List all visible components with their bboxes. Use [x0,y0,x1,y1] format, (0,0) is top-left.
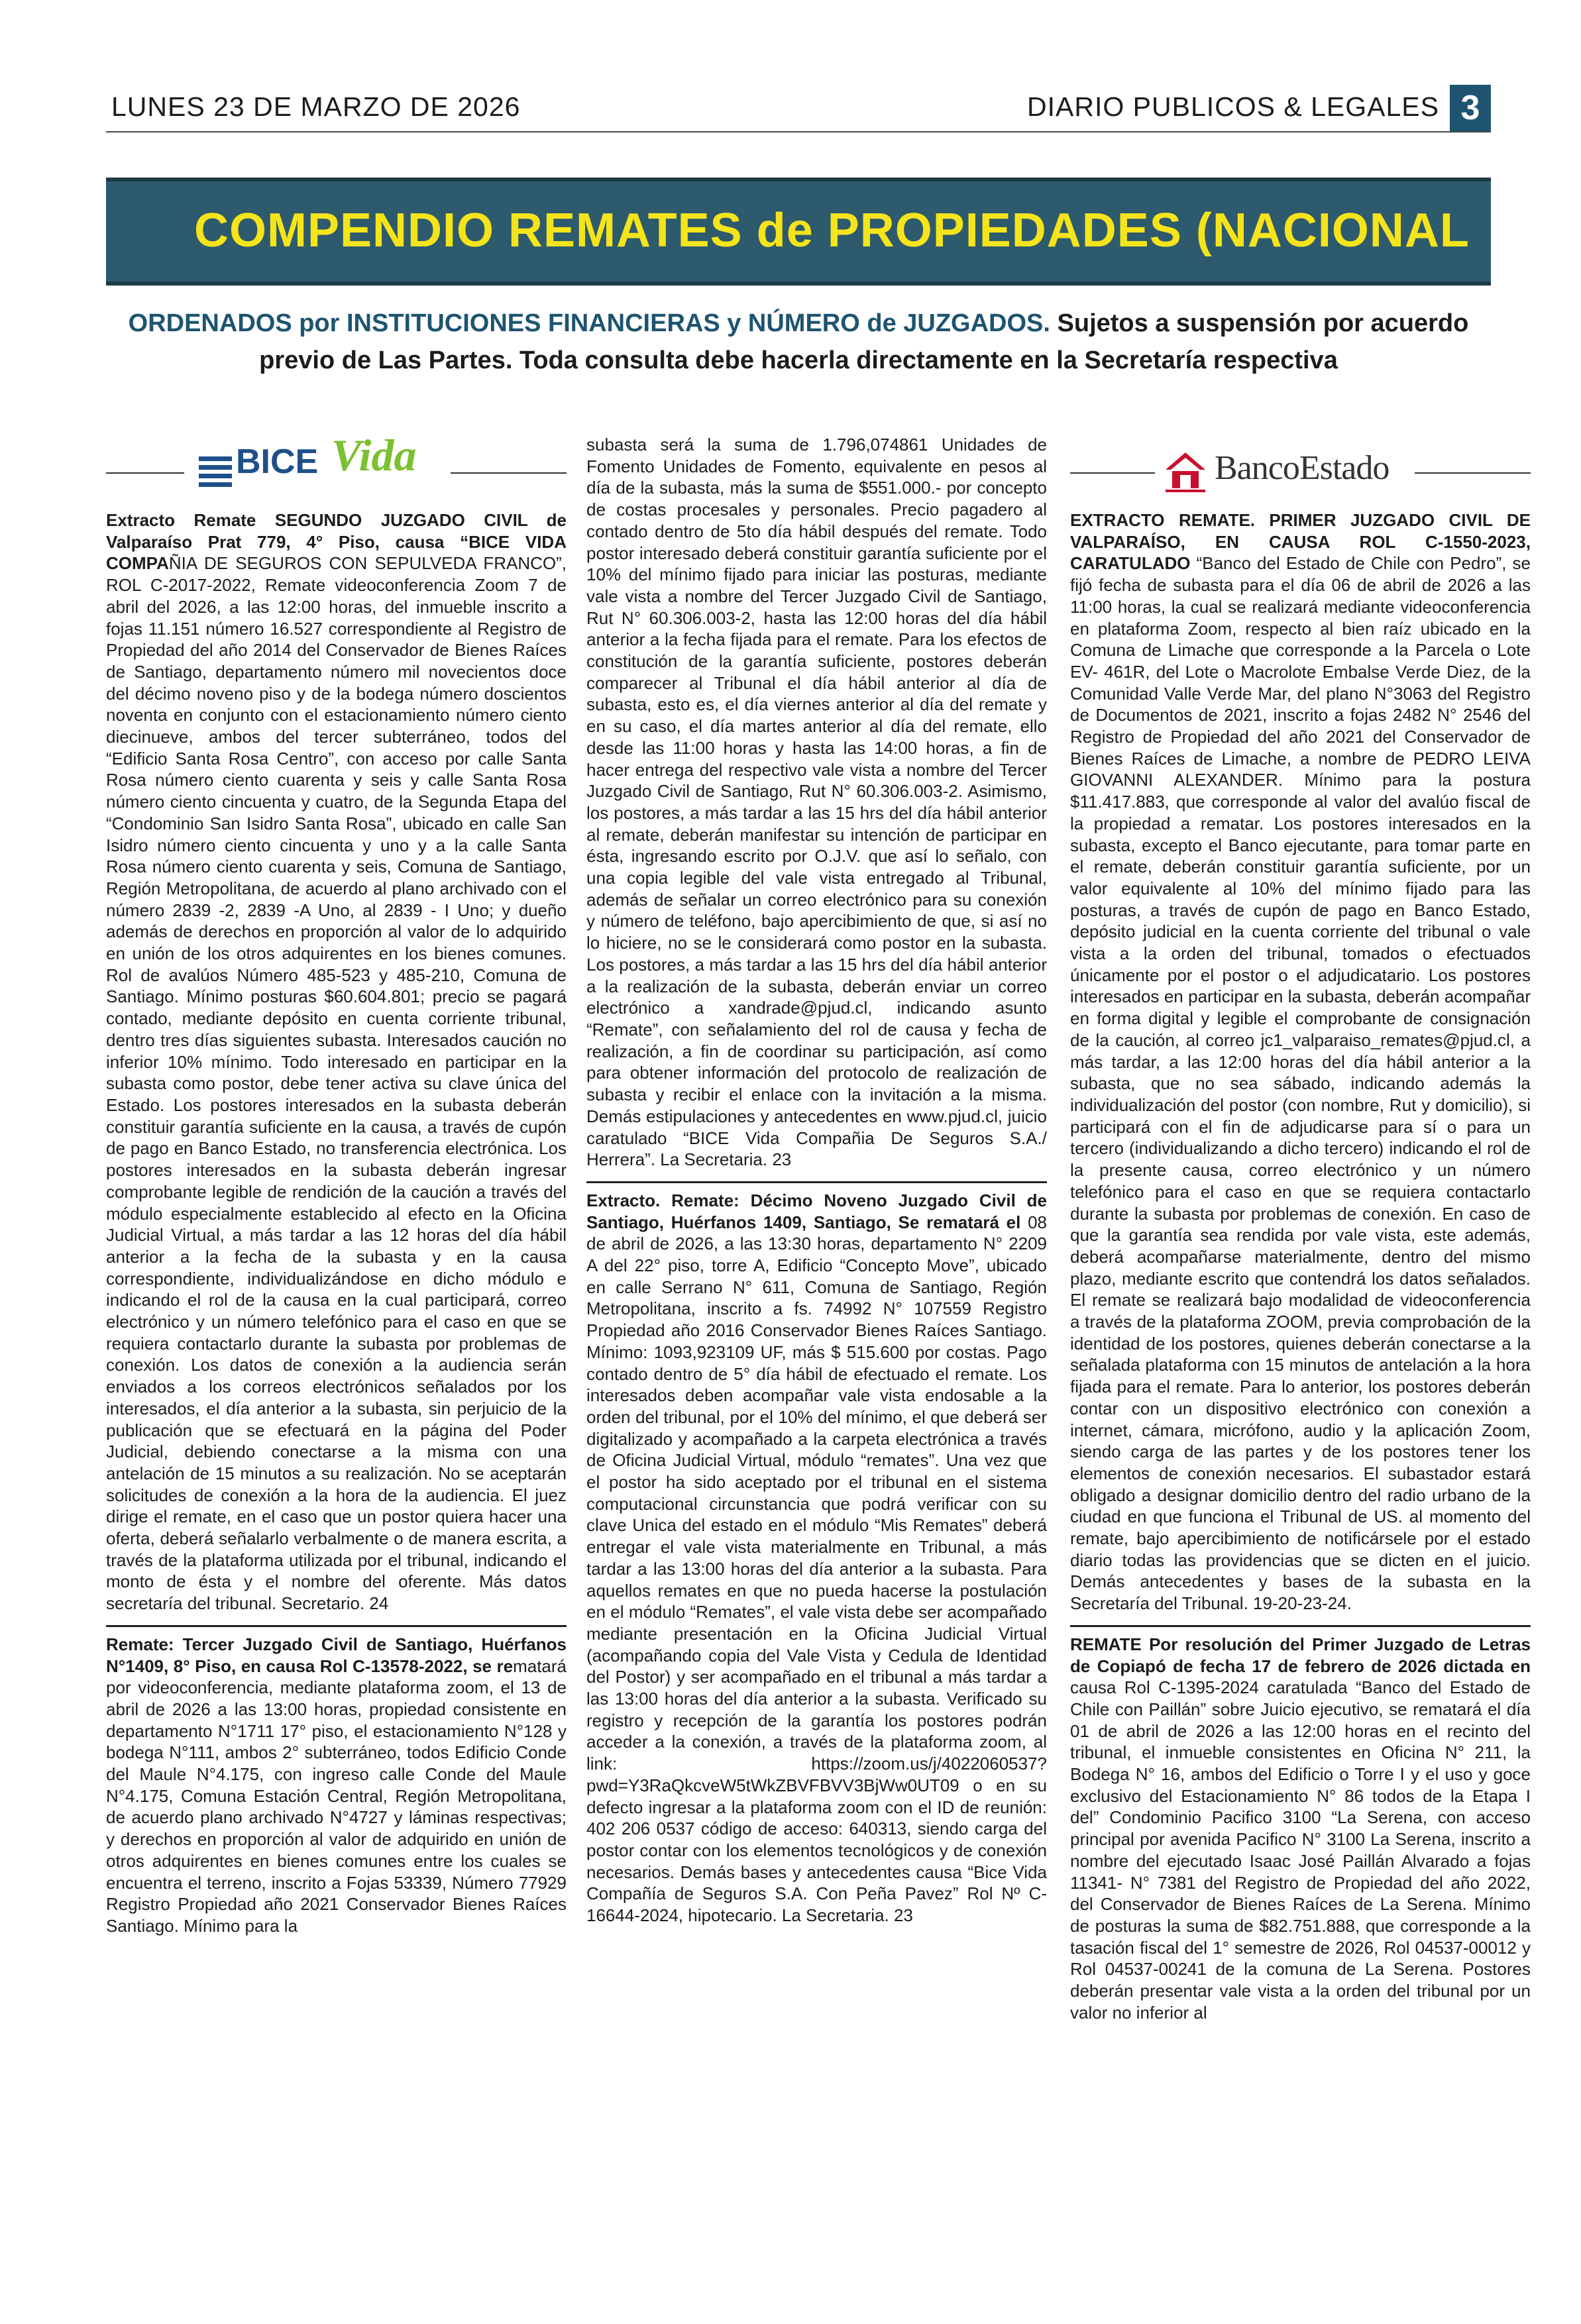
bice-wordmark: BICE [236,443,319,481]
notice-heading: EXTRACTO REMATE. PRIMER JUZGADO CIVIL DE VALPARAÍSO, EN CAUSA ROL C-1550-2023, CARATULADO [1070,510,1531,574]
notice-copiapo [1070,1634,1531,2024]
notice-tercer-juzgado [106,1634,567,1937]
section-banner [106,178,1491,286]
subtitle-lead: ORDENADOS por INSTITUCIONES FINANCIERAS y NÚMERO de JUZGADOS. [128,309,1050,337]
notice-divider [106,1625,567,1627]
subtitle-rest: Sujetos a suspensión por acuerdo previo de Las Partes. Toda consulta debe hacerla directamente en la Secretaría respectiva [259,309,1469,374]
bancoestado-logo [1070,434,1531,498]
notice-divider [586,1181,1047,1183]
issue-date: LUNES 23 DE MARZO DE 2026 [111,91,521,122]
page-header [106,85,1491,132]
notice-decimo-noveno [586,1190,1047,1927]
bancoestado-wordmark: BancoEstado [1215,449,1390,487]
column-2 [586,434,1047,1927]
notice-body: 08 de abril de 2026, a las 13:30 horas, departamento N° 2209 A del 22° piso, torre A, Edificio “Concepto Move”, ubicado en calle Serrano N° 611, Comuna de Santiago, Región Metropolitana, inscrito a fs. 74992 N° 107559 Registro Propiedad año 2016 Conservador Bienes Raíces Santiago. Mínimo: 1093,923109 UF, más $ 515.600 por costas. Pago contado dentro de 5° día hábil de efectuado el remate. Los interesados deben acompañar vale vista endosable a la orden del tribunal, por el 10% del mínimo, el que deberá ser digitalizado y acompañado a la carpeta electrónica a través de Oficina Judicial Virtual, módulo “remates”. Una vez que el postor ha sido aceptado por el tribunal en el sistema computacional circunstancia que podrá verificar con su clave Unica del estado en el módulo “Mis Remates” deberá entregar el vale vista materialmente en Tribunal, a más tardar a las 13:00 horas del día anterior a la subasta. Para aquellos remates en que no pueda hacerse la postulación en el módulo “Remates”, el vale vista debe ser acompañado mediante presentación en la Oficina Judicial Virtual (acompañando copia del Vale Vista y Cedula de Identidad del Postor) y ser acompañado en el tribunal a más tardar a las 13:00 horas del día anterior a la subasta. Verificado su registro y recepción de la garantía los postores podrán acceder a la conexión, a través de la plataforma zoom, al link: https://zoom.us/j/4022060537?pwd=Y3RaQkcveW5tWkZBVFBVV3BjWw0UT09 o en su defecto ingresar a la plataforma zoom con el ID de reunión: 402 206 0537 código de acceso: 640313, siendo carga del postor contar con los elementos tecnológicos y de conexión necesarios. Demás bases y antecedentes causa “Bice Vida Compañía de Seguros S.A. Con Peña Pavez” Rol Nº C-16644-2024, hipotecario. La Secretaria. 23 [586,1212,1047,1926]
section-subtitle [106,305,1491,379]
notice-heading: Remate: Tercer Juzgado Civil de Santiago, Huérfanos N°1409, 8° Piso, en causa Rol C-13578-2022, se re [106,1634,567,1676]
newspaper-name: DIARIO PUBLICOS & LEGALES [1027,91,1439,122]
bice-stripes-icon [199,456,232,487]
notice-body: “Banco del Estado de Chile con Pedro”, se fijó fecha de subasta para el día 06 de abril de 2026 a las 11:00 horas, la cual se realizará mediante videoconferencia en plataforma Zoom, respecto al bien raíz ubicado en la Comuna de Limache que corresponde a la Parcela o Lote EV- 461R, del Lote o Macrolote Embalse Verde Diez, de la Comunidad Valle Verde Mar, del plano N°3063 del Registro de Documentos de 2021, inscrito a fojas 2482 N° 2546 del Registro de Propiedad del año 2021 del Conservador de Bienes Raíces de Limache, a nombre de PEDRO LEIVA GIOVANNI ALEXANDER. Mínimo para la postura $11.417.883, que corresponde al valor del avalúo fiscal de la propiedad a rematar. Los postores interesados en la subasta, excepto el Banco ejecutante, para tomar parte en el remate, deberán constituir garantía suficiente, por un valor equivalente al 10% del mínimo fijado para las posturas, a través de cupón de pago en Banco Estado, depósito judicial en la cuenta corriente del tribunal o vale vista a la orden del tribunal, tomados o efectuados únicamente por el postor o el adjudicatario. Los postores interesados en participar en la subasta, deberán acompañar en forma digital y legible el comprobante de consignación de la caución, al correo jc1_valparaiso_remates@pjud.cl, a más tardar, a las 12:00 horas del día hábil anterior a la subasta, que no sea sábado, indicando además la individualización del postor (con nombre, Rut y domicilio), si participará con el fin de adjudicarse para sí o para un tercero (individualizando a dicho tercero) indicando el rol de la presente causa, correo electrónico y un número telefónico para el caso en que se requiera contactarlo durante la subasta por problemas de conexión. En caso de que la garantía sea rendida por vale vista, este además, deberá acompañarse materialmente, dentro del mismo plazo, mediante escrito que contendrá los datos señalados. El remate se realizará bajo modalidad de videoconferencia a través de la plataforma ZOOM, previa comprobación de la identidad de los postores, quienes deberán conectarse a la señalada plataforma con 15 minutos de antelación a la hora fijada para el remate. Para lo anterior, los postores deberán contar con un dispositivo electrónico con conexión a internet, cámara, micrófono, audio y la aplicación Zoom, siendo carga de las partes y de los postores tener los elementos de conexión necesarios. El subastador estará obligado a designar domicilio dentro del radio urbano de la ciudad en que funciona el Tribunal de US. al momento del remate, bajo apercibimiento de notificársele por el estado diario todas las providencias que se dicten en el juicio. Demás antecedentes y bases de la subasta en la Secretaría del Tribunal. 19-20-23-24. [1070,553,1531,1614]
notice-divider [1070,1625,1531,1627]
bancoestado-house-icon [1163,450,1208,494]
vida-wordmark: Vida [331,430,417,480]
banner-title: COMPENDIO REMATES de PROPIEDADES (NACIONAL [194,204,1470,257]
column-1 [106,430,567,1937]
notice-body: ÑIA DE SEGUROS CON SEPULVEDA FRANCO”, ROL C-2017-2022, Remate videoconferencia Zoom 7 de abril del 2026, a las 12:00 horas, del inmueble inscrito a fojas 11.151 número 16.527 correspondiente al Registro de Propiedad del año 2014 del Conservador de Bienes Raíces de Santiago, departamento número mil novecientos doce del décimo noveno piso y de la bodega número doscientos noventa en conjunto con el estacionamiento número ciento diecinueve, ambos del tercer subterráneo, todos del “Edificio Santa Rosa Centro”, con acceso por calle Santa Rosa número ciento cuarenta y seis y calle Santa Rosa número ciento cincuenta y cuatro, de la Segunda Etapa del “Condominio San Isidro Santa Rosa”, ubicado en calle San Isidro número ciento cincuenta y uno y a la calle Santa Rosa número ciento cuarenta y seis, Comuna de Santiago, Región Metropolitana, de acuerdo al plano archivado con el número 2839 -2, 2839 -A Uno, al 2839 - I Uno; y dueño además de derechos en proporción al valor de lo adquirido en unión de los otros adquirentes en los bienes comunes. Rol de avalúos Número 485-523 y 485-210, Comuna de Santiago. Mínimo posturas $60.604.801; precio se pagará contado, mediante depósito en cuenta corriente tribunal, dentro tres días siguientes subasta. Interesados caución no inferior 10% mínimo. Todo interesado en participar en la subasta como postor, debe tener activa su clave única del Estado. Los postores interesados en la subasta deberán constituir garantía suficiente en la causa, a través de cupón de pago en Banco Estado, no transferencia electrónica. Los postores interesados en la subasta deberán ingresar comprobante legible de rendición de la caución a través del módulo especialmente establecido al efecto en la Oficina Judicial Virtual, a más tardar a las 12 horas del día hábil anterior a la fecha de la subasta y en la causa correspondiente, individualizándose en dicho módulo e indicando el rol de la causa en la cual participará, correo electrónico y un número telefónico para el caso en que se requiera contactarlo durante la subasta por problemas de conexión. Los datos de conexión a la audiencia serán enviados a los correos electrónicos señalados por los interesados, el día anterior a la subasta, sin perjuicio de la publicación que se efectuará en la página del Poder Judicial, debiendo conectarse a la misma con una antelación de 15 minutos a su realización. No se aceptarán solicitudes de conexión a la hora de la audiencia. El juez dirige el remate, en el caso que un postor quiera hacer una oferta, deberá señalarlo verbalmente o de manera escrita, a través de la plataforma utilizada por el tribunal, indicando el monto de ésta y el nombre del oferente. Más datos secretaría del tribunal. Secretario. 24 [106,553,567,1614]
notice-heading: Extracto Remate SEGUNDO JUZGADO CIVIL de Valparaíso Prat 779, 4° Piso, causa “BICE VIDA COMPA [106,510,567,574]
notice-heading: REMATE Por resolución del Primer Juzgado de Letras de Copiapó de fecha 17 de febrero de 2026 dictada en [1070,1634,1531,1676]
notice-bancoestado-valparaiso [1070,509,1531,1614]
notice-body: subasta será la suma de 1.796,074861 Unidades de Fomento Unidades de Fomento, equivalente en pesos al día de la subasta, más la suma de $551.000.- por concepto de costas procesales y personales. Precio pagadero al contado dentro de 5to día hábil después del remate. Todo postor interesado deberá constituir garantía suficiente por el 10% del mínimo fijado para iniciar las posturas, mediante vale vista a nombre del Tercer Juzgado Civil de Santiago, Rut N° 60.306.003-2, hasta las 12:00 horas del día hábil anterior a la fecha fijada para el remate. Para los efectos de constitución de la garantía suficiente, postores deberán comparecer al Tribunal el día hábil anterior al día de subasta, esto es, el día viernes anterior al día del remate y en su caso, el día martes anterior al día del remate, ello desde las 11:00 horas y hasta las 14:00 horas, a fin de hacer entrega del respectivo vale vista a nombre del Tercer Juzgado Civil de Santiago, Rut N° 60.306.003-2. Asimismo, los postores, a más tardar a las 15 hrs del día hábil anterior al remate, deberán manifestar su intención de participar en ésta, ingresando escrito por O.J.V. que así lo señalo, con una copia legible del vale vista entregado al Tribunal, además de señalar un correo electrónico para su conexión y número de teléfono, bajo apercibimiento de que, si así no lo hiciere, no se le considerará como postor en la subasta. Los postores, a más tardar a las 15 hrs del día hábil anterior a la realización de la subasta, deberán enviar un correo electrónico a xandrade@pjud.cl, indicando asunto “Remate”, con señalamiento del rol de causa y fecha de realización, a fin de coordinar su participación, así como para obtener información del protocolo de realización de subasta y recibir el enlace con la invitación a la misma. Demás estipulaciones y antecedentes en www.pjud.cl, juicio caratulado “BICE Vida Compañia De Seguros S.A./ Herrera”. La Secretaria. 23 [586,435,1047,1170]
notice-heading: Extracto. Remate: Décimo Noveno Juzgado Civil de Santiago, Huérfanos 1409, Santiago, Se rematará el [586,1190,1047,1232]
column-3 [1070,434,1531,2024]
bice-vida-logo [106,430,567,498]
notice-body: causa Rol C-1395-2024 caratulada “Banco del Estado de Chile con Paillán” sobre Juicio ejecutivo, se rematará el día 01 de abril de 2026 a las 12:00 horas en el recinto del tribunal, el inmueble consistentes en Oficina N° 211, la Bodega N° 16, ambos del Edificio o Torre I y el uso y goce exclusivo del Estacionamiento N° 86 todos de la Etapa I del” Condominio Pacifico 3100 “La Serena, con acceso principal por avenida Pacifico N° 3100 La Serena, inscrito a nombre del ejecutado Isaac José Paillán Alvarado a fojas 11341- N° 7381 del Registro de Propiedad del año 2022, del Conservador de Bienes Raíces de La Serena. Mínimo de posturas la suma de $82.751.888, que corresponde a la tasación fiscal del 1° semestre de 2026, Rol 04537-00012 y Rol 04537-00241 de la comuna de La Serena. Postores deberán presentar vale vista a la orden del tribunal por un valor no inferior al [1070,1677,1531,2023]
notice-tercer-juzgado-cont [586,434,1047,1171]
notice-bice-valparaiso [106,509,567,1614]
notice-body: matará por videoconferencia, mediante plataforma zoom, el 13 de abril de 2026 a las 13:00 horas, propiedad consistente en departamento N°1711 17° piso, el estacionamiento N°128 y bodega N°111, ambos 2° subterráneo, todos Edificio Conde del Maule N°4.175, con ingreso calle Conde del Maule N°4.175, Comuna Estación Central, Región Metropolitana, de acuerdo plano archivado N°4727 y láminas respectivas; y derechos en proporción al valor de adquirido en unión de otros adquirentes en bienes comunes entre los cuales se encuentra el terreno, inscrito a Fojas 53339, Número 77929 Registro Propiedad año 2021 Conservador Bienes Raíces Santiago. Mínimo para la [106,1656,567,1936]
page-number: 3 [1450,85,1491,131]
